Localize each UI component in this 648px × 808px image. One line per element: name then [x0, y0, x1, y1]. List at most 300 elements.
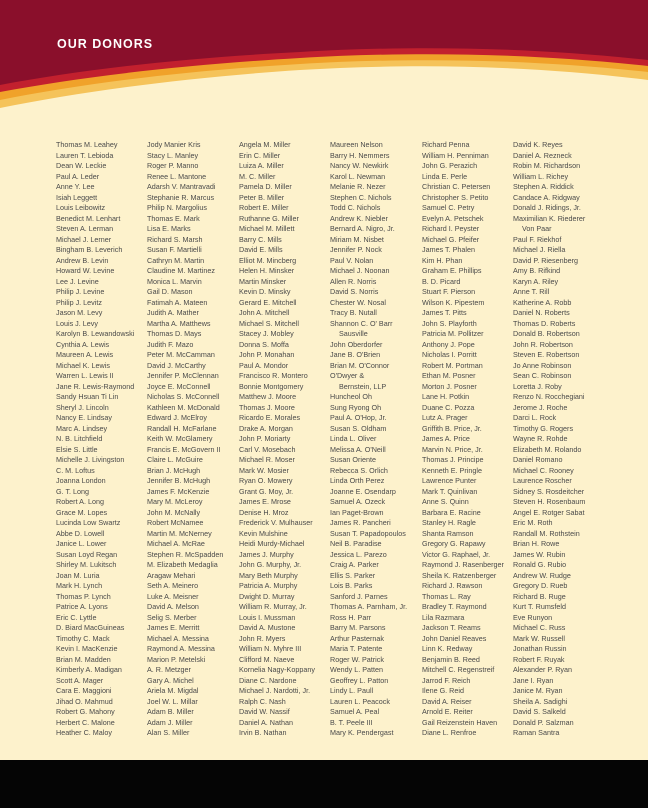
donor-name-continuation: Von Paar: [522, 224, 552, 233]
donor-name: Ryan O. Mowery: [239, 476, 293, 485]
donor-name: Renee L. Mantone: [147, 171, 207, 181]
donor-name: Jane I. Ryan: [513, 675, 554, 685]
donor-name: John R. Robertson: [513, 339, 573, 349]
donor-name: David K. Reyes: [513, 140, 563, 149]
donor-name: Renzo N. Rocchegiani: [513, 392, 585, 401]
donor-name: G. T. Long: [56, 486, 90, 496]
donor-name: Wilson K. Pipestem: [422, 297, 485, 307]
donor-name: Jonathan Russin: [513, 644, 567, 653]
donor-name: Adarsh V. Mantravadi: [147, 182, 216, 191]
donor-name: Randall H. McFarlane: [147, 423, 217, 433]
donor-name: Adam J. Miller: [147, 717, 193, 727]
donor-name: Susan T. Papadopoulos: [330, 528, 406, 538]
donor-name: Benedict M. Lenhart: [56, 213, 121, 223]
donor-name: Jennifer P. McClennan: [147, 371, 219, 380]
donor-name: Marvin N. Price, Jr.: [422, 444, 483, 454]
donor-name: Bernard A. Nigro, Jr.: [330, 224, 395, 233]
donor-name: Lane H. Potkin: [422, 392, 470, 401]
donor-name: Ricardo E. Morales: [239, 413, 301, 422]
donor-name: Luiza A. Miller: [239, 161, 284, 170]
donor-name: Philip J. Levitz: [56, 297, 102, 307]
donor-name: Robin M. Richardson: [513, 161, 581, 170]
donor-name: Edward J. McElroy: [147, 413, 207, 422]
donor-name: Robert McNamee: [147, 518, 204, 527]
donor-name: Susan F. Martielli: [147, 245, 202, 254]
donor-name: Kornelia Nagy-Koppany: [239, 665, 315, 674]
donor-name: Lauren L. Peacock: [330, 696, 390, 706]
donor-name: Michael C. Rooney: [513, 465, 574, 475]
donor-name: O'Dwyer &: [330, 371, 365, 380]
donor-name: Steven A. Lerman: [56, 224, 114, 233]
donor-name: Thomas E. Mark: [147, 213, 200, 223]
donor-name: Daniel A. Rezneck: [513, 150, 572, 160]
donor-name: Eve Runyon: [513, 612, 553, 622]
donor-name: Philip N. Margolius: [147, 203, 207, 212]
header-banner: [0, 0, 648, 130]
donor-name: Peter B. Miller: [239, 192, 285, 202]
donor-name: Sheila A. Sadighi: [513, 696, 568, 706]
donor-name: Louis J. Levy: [56, 318, 98, 328]
donor-name: Michael M. Millett: [239, 224, 295, 233]
donor-name: Laurence Roscher: [513, 476, 572, 485]
donor-name: Mark T. Quinlivan: [422, 486, 478, 496]
donor-name: John A. Mitchell: [239, 308, 290, 317]
donor-name: Abbe D. Lowell: [56, 528, 105, 538]
donor-name: William H. Penniman: [422, 150, 489, 160]
donor-name: Andrew W. Rudge: [513, 570, 571, 580]
donor-name: James T. Phalen: [422, 245, 476, 254]
donor-name: Patrice A. Lyons: [56, 602, 108, 611]
donor-name: James F. McKenzie: [147, 486, 210, 496]
donor-name: Stuart F. Pierson: [422, 287, 476, 296]
donor-name: Barry C. Mills: [239, 234, 282, 244]
donor-name: Maureen Nelson: [330, 140, 383, 149]
donor-name: Grant G. Moy, Jr.: [239, 486, 294, 496]
donor-name: Ronald G. Rubio: [513, 560, 567, 569]
donor-name: Michael C. Russ: [513, 623, 566, 632]
donor-name: Allen R. Norris: [330, 276, 377, 286]
donor-name: Cathryn M. Martin: [147, 255, 205, 265]
donor-name: Michael S. Mitchell: [239, 318, 299, 328]
donor-name: Stacey J. Mobley: [239, 329, 294, 338]
donor-name: John M. McNally: [147, 507, 201, 517]
donor-name: Eric M. Roth: [513, 518, 553, 527]
donor-name: Joanna London: [56, 476, 106, 485]
donor-name: Daniel Romano: [513, 455, 563, 464]
donor-name: Rebecca S. Orlich: [330, 465, 388, 475]
donor-name: Helen H. Minsker: [239, 266, 295, 275]
donor-name: Stephen C. Nichols: [330, 192, 392, 202]
donor-name: Louis Leibowitz: [56, 203, 106, 212]
donor-name: Sheila K. Ratzenberger: [422, 570, 497, 580]
donor-name: Lila Razmara: [422, 612, 465, 622]
donor-name: Barbara E. Racine: [422, 507, 481, 517]
donor-name: David A. Melson: [147, 602, 199, 611]
footer-bar: [0, 760, 648, 808]
donor-name: Kimberly A. Madigan: [56, 665, 122, 674]
donor-name: Lauren T. Lebioda: [56, 150, 114, 160]
donor-name: Ian Paget-Brown: [330, 507, 384, 517]
donor-name: James W. Rubin: [513, 549, 566, 559]
donor-name: Shannon C. O' Barr: [330, 318, 393, 328]
donor-name: James J. Murphy: [239, 549, 294, 559]
donor-name: Brian H. Rowe: [513, 539, 560, 548]
donor-name: Kenneth E. Pringle: [422, 465, 482, 475]
donor-name: Geoffrey L. Patton: [330, 675, 389, 685]
donor-name: Anthony J. Pope: [422, 339, 475, 349]
donor-name: Ethan M. Posner: [422, 371, 476, 380]
donor-name: Kevin I. MacKenzie: [56, 644, 118, 653]
donor-name: Bradley T. Raymond: [422, 602, 487, 611]
donor-name: Tracy B. Nutall: [330, 308, 377, 317]
donor-name: John S. Playforth: [422, 318, 477, 328]
donor-name: Maximilian K. Riederer: [513, 213, 586, 223]
donor-name: Dwight D. Murray: [239, 591, 295, 601]
donor-name: John P. Monahan: [239, 350, 295, 359]
donor-name: Samuel A. Peal: [330, 707, 380, 716]
donor-name: Karol L. Newman: [330, 171, 386, 181]
donor-name: Fatimah A. Mateen: [147, 297, 208, 307]
donor-name: John P. Moriarty: [239, 434, 291, 443]
donor-name: Susan S. Oldham: [330, 423, 387, 433]
donor-name: Angel E. Rotger Sabat: [513, 507, 585, 517]
donor-name: Alexander P. Ryan: [513, 665, 573, 674]
donor-name: Thomas M. Leahey: [56, 140, 118, 149]
donor-name: John G. Murphy, Jr.: [239, 560, 302, 569]
donor-name: Martin Minsker: [239, 276, 287, 286]
donor-name: Louis I. Mussman: [239, 612, 296, 622]
donor-name: Jihad O. Mahmud: [56, 696, 113, 706]
donor-name: Kurt T. Rumsfeld: [513, 602, 566, 611]
donor-name: Jarrod F. Reich: [422, 675, 471, 685]
donor-name: Lutz A. Prager: [422, 413, 468, 422]
donor-name: James R. Pancheri: [330, 518, 391, 527]
donor-name: James E. Mrose: [239, 497, 291, 506]
donor-name: Griffith B. Price, Jr.: [422, 423, 482, 433]
donor-name: Thomas A. Parnham, Jr.: [330, 602, 408, 611]
donor-name: Chester W. Nosal: [330, 297, 386, 307]
donor-name: Alan S. Miller: [147, 728, 190, 737]
donor-name: Peter M. McCamman: [147, 350, 215, 359]
donor-name: Mary M. McLeroy: [147, 497, 203, 506]
donor-name: Randall M. Rothstein: [513, 528, 580, 538]
donor-name: Brian M. O'Connor: [330, 360, 390, 370]
donor-name: Shirley M. Lukitsch: [56, 560, 117, 569]
donor-name: Thomas D. Mays: [147, 329, 202, 338]
donor-name: Steven H. Rosenbaum: [513, 497, 586, 506]
donor-name: Judith A. Mather: [147, 308, 199, 317]
donor-name: Martin M. McNerney: [147, 528, 212, 538]
donor-name: Ruthanne G. Miller: [239, 213, 299, 223]
donor-name: Wendy L. Patten: [330, 665, 384, 674]
donor-name: Lee J. Levine: [56, 276, 99, 286]
donor-name: Katherine A. Robb: [513, 297, 572, 307]
donor-name: Stanley H. Ragle: [422, 518, 476, 527]
donor-name: Joanne E. Osendarp: [330, 486, 396, 496]
donor-name: Thomas J. Principe: [422, 455, 484, 464]
donor-name: Raman Santra: [513, 728, 560, 737]
donor-name: Miriam M. Nisbet: [330, 234, 384, 244]
donor-name: Gregory G. Rapawy: [422, 539, 486, 548]
donor-name: Scott A. Mager: [56, 675, 104, 685]
donor-name: Paul A. Mondor: [239, 360, 289, 370]
donor-column-4: [330, 140, 422, 739]
donor-name: Heather C. Maloy: [56, 728, 112, 737]
donor-name: Jo Anne Robinson: [513, 360, 572, 370]
donor-name: Jason M. Levy: [56, 308, 103, 317]
donor-name: Shanta Ramson: [422, 528, 474, 538]
donor-name: Duane C. Pozza: [422, 402, 475, 412]
donor-name: Sidney S. Rosdeitcher: [513, 486, 585, 496]
donor-name: Jerome J. Roche: [513, 402, 568, 412]
donor-name: Kathleen M. McDonald: [147, 402, 220, 412]
donor-name: Samuel A. Ozeck: [330, 497, 386, 506]
donor-name: William R. Murray, Jr.: [239, 602, 307, 611]
donor-name: Donna S. Moffa: [239, 339, 289, 349]
donor-name: Francisco R. Montero: [239, 371, 308, 380]
donor-name: Maureen A. Lewis: [56, 350, 114, 359]
donor-name: Richard Penna: [422, 140, 470, 149]
donor-name: Cara E. Maggioni: [56, 686, 112, 695]
donor-name: Ralph C. Nash: [239, 696, 286, 706]
donor-name: Nicholas I. Porritt: [422, 350, 477, 359]
donor-name: Lucinda Low Swartz: [56, 518, 121, 527]
donor-name: Roger W. Patrick: [330, 654, 384, 664]
donor-name: Craig A. Parker: [330, 560, 379, 569]
donor-name: Todd C. Nichols: [330, 203, 381, 212]
donor-name: Robert E. Miller: [239, 203, 289, 212]
donor-name: Angela M. Miller: [239, 140, 291, 149]
donor-column-2: [147, 140, 239, 739]
donor-name: Aragaw Mehari: [147, 570, 196, 580]
donor-name: Sandy Hsuan Ti Lin: [56, 392, 119, 401]
donor-name: Anne S. Quinn: [422, 497, 469, 506]
donor-name: Andrew K. Niebler: [330, 213, 388, 223]
donor-name: Robert A. Long: [56, 497, 104, 506]
donor-name: D. Biard MacGuineas: [56, 623, 125, 632]
donor-name: Thomas J. Moore: [239, 402, 295, 412]
donor-name: Michael G. Pfeifer: [422, 234, 480, 244]
donor-name: Linda L. Oliver: [330, 434, 377, 443]
donor-name: Susan Oriente: [330, 455, 376, 464]
donor-name: James T. Pitts: [422, 308, 467, 317]
donor-name: Huncheol Oh: [330, 392, 372, 401]
donor-column-1: [56, 140, 148, 739]
donor-name: James A. Price: [422, 434, 470, 443]
donor-name: Amy B. Rifkind: [513, 266, 561, 275]
donor-name: Robert G. Mahony: [56, 707, 115, 716]
donor-name: Karyn A. Riley: [513, 276, 559, 286]
donor-name: Diane C. Nardone: [239, 675, 297, 685]
donor-name: Robert F. Ruyak: [513, 654, 565, 664]
donor-name: Melissa A. O'Neill: [330, 444, 386, 454]
donor-name: Michelle J. Livingston: [56, 455, 125, 464]
donor-name: Sheryl J. Lincoln: [56, 402, 109, 412]
donor-name: David P. Riesenberg: [513, 255, 578, 265]
donor-name-continuation: Bernstein, LLP: [339, 381, 387, 391]
donor-name: Francis E. McGovern II: [147, 444, 221, 454]
donor-name: Steven E. Robertson: [513, 350, 580, 359]
donor-name: Seth A. Meinero: [147, 581, 199, 590]
donor-name: Keith W. McGlamery: [147, 434, 213, 443]
donor-name: Daniel N. Roberts: [513, 308, 570, 317]
donor-name: Judith F. Mazo: [147, 339, 194, 349]
donor-name: Thomas P. Lynch: [56, 591, 111, 601]
donor-name: Benjamin B. Reed: [422, 654, 480, 664]
donor-name: Christopher S. Petito: [422, 192, 489, 202]
donor-name: John G. Perazich: [422, 161, 478, 170]
donor-name: Anne T. Rill: [513, 287, 550, 296]
donor-column-5: [422, 140, 514, 739]
donor-name: John Daniel Reaves: [422, 633, 487, 643]
donor-name: Mary K. Pendergast: [330, 728, 394, 737]
donor-name: Frederick V. Mulhauser: [239, 518, 313, 527]
donor-name: Linda Orth Perez: [330, 476, 385, 485]
donor-name: David S. Salkeld: [513, 707, 566, 716]
donor-name: Pamela D. Miller: [239, 182, 292, 191]
donor-name: Timothy C. Mack: [56, 633, 110, 643]
donor-name: Timothy G. Rogers: [513, 423, 574, 433]
donor-name: Joel W. L. Millar: [147, 696, 198, 706]
donor-name: Mary Beth Murphy: [239, 570, 298, 580]
donor-name: Evelyn A. Petschek: [422, 213, 484, 223]
donor-name: Christian C. Petersen: [422, 182, 491, 191]
donor-name: Paul A. Leder: [56, 171, 100, 181]
donor-name: Sean C. Robinson: [513, 371, 572, 380]
donor-name: Patricia A. Murphy: [239, 581, 298, 590]
donor-name: Roger P. Manno: [147, 161, 199, 170]
donor-name: Irvin B. Nathan: [239, 728, 287, 737]
donor-name: Mark W. Russell: [513, 633, 565, 643]
donor-name: Lisa E. Marks: [147, 224, 191, 233]
donor-name: Denise H. Mroz: [239, 507, 289, 517]
donor-name: John R. Myers: [239, 633, 286, 643]
donor-name: Jennifer P. Nock: [330, 245, 382, 254]
donor-name: N. B. Litchfield: [56, 434, 103, 443]
donor-name: James E. Merritt: [147, 623, 200, 632]
donor-name: Michael A. Messina: [147, 633, 209, 643]
donor-name: Elliot M. Mincberg: [239, 255, 297, 265]
donor-name: Richard J. Rawson: [422, 581, 483, 590]
donor-name: Kevin Mulshine: [239, 528, 288, 538]
donor-name: Jessica L. Parezo: [330, 549, 387, 559]
donor-name: William L. Richey: [513, 171, 569, 181]
donor-name: Jackson T. Reams: [422, 623, 481, 632]
donor-name: Donald B. Robertson: [513, 329, 580, 338]
donor-name: M. Elizabeth Medaglia: [147, 560, 218, 569]
donor-name: Philip J. Levine: [56, 287, 105, 296]
donor-name: Stacy L. Manley: [147, 150, 199, 160]
donor-name: Gerard E. Mitchell: [239, 297, 297, 307]
donor-name: David S. Norris: [330, 287, 379, 296]
donor-name: Nicholas S. McConnell: [147, 392, 220, 401]
donor-name: Cynthia A. Lewis: [56, 339, 110, 349]
donor-name: Mitchell C. Regenstreif: [422, 665, 495, 674]
donor-name: Paul V. Nolan: [330, 255, 374, 265]
donor-name: Sanford J. Parnes: [330, 591, 388, 601]
donor-name: John Oberdorfer: [330, 339, 383, 349]
donor-name: Darci L. Rock: [513, 413, 557, 422]
donor-column-3: [239, 140, 331, 739]
donor-name: Barry M. Parsons: [330, 623, 386, 632]
donor-name: Michael A. McRae: [147, 539, 205, 548]
donor-name: Elizabeth M. Rolando: [513, 444, 582, 454]
donor-name: Marc A. Lindsey: [56, 423, 108, 433]
donor-name: Warren L. Lewis II: [56, 371, 114, 380]
donor-name: Jody Manier Kris: [147, 140, 201, 149]
donor-name: Wayne R. Rohde: [513, 434, 568, 443]
donor-name: Drake A. Morgan: [239, 423, 293, 433]
donor-name: Dean W. Leckie: [56, 161, 107, 170]
donor-name: Stephen R. McSpadden: [147, 549, 224, 559]
donor-name: David E. Mills: [239, 245, 283, 254]
donor-name: Ross H. Parr: [330, 612, 372, 622]
donor-name: Paul F. Riekhof: [513, 234, 562, 244]
donor-name: Lindy L. Paull: [330, 686, 374, 695]
donor-name: Lois B. Parks: [330, 581, 373, 590]
donor-name: Samuel C. Petry: [422, 203, 475, 212]
donor-name-continuation: Sausville: [339, 329, 368, 338]
donor-name: Janice L. Lower: [56, 539, 107, 548]
donor-name: Michael J. Lerner: [56, 234, 112, 244]
donor-name: Susan Loyd Regan: [56, 549, 118, 559]
donor-name: Melanie R. Nezer: [330, 182, 386, 191]
donor-name: Eric C. Lyttle: [56, 612, 97, 622]
donor-name: Graham E. Phillips: [422, 266, 482, 275]
donor-name: Neil B. Paradise: [330, 539, 382, 548]
donor-name: B. D. Picard: [422, 276, 461, 286]
donor-name: Donald J. Ridings, Jr.: [513, 203, 581, 212]
donor-name: Patricia M. Pollitzer: [422, 329, 484, 338]
donor-name: Jennifer B. McHugh: [147, 476, 211, 485]
donor-name: Thomas L. Ray: [422, 591, 471, 601]
donor-name: Michael J. Nardotti, Jr.: [239, 686, 311, 695]
donor-name: Isiah Leggett: [56, 192, 98, 202]
donor-name: Mark W. Mosier: [239, 465, 289, 475]
donor-name: Morton J. Posner: [422, 381, 477, 391]
donor-name: Michael R. Moser: [239, 455, 295, 464]
donor-name: Grace M. Lopes: [56, 507, 108, 517]
donor-name: Richard S. Marsh: [147, 234, 203, 244]
donor-name: Linn K. Redway: [422, 644, 473, 653]
donor-name: Heidi Murdy-Michael: [239, 539, 305, 548]
donor-name: Raymond A. Messina: [147, 644, 215, 653]
donor-name: Bonnie Montgomery: [239, 381, 304, 391]
donor-name: Daniel A. Nathan: [239, 717, 293, 727]
donor-name: Janice M. Ryan: [513, 686, 563, 695]
donor-name: Stephen A. Riddick: [513, 182, 574, 191]
donor-name: Michael J. Riella: [513, 245, 566, 254]
donor-name: Nancy W. Newkirk: [330, 161, 389, 170]
donor-name: Matthew J. Moore: [239, 392, 297, 401]
donor-name: M. C. Miller: [239, 171, 276, 181]
donor-name: Kim H. Phan: [422, 255, 463, 265]
donor-name: Brian J. McHugh: [147, 465, 201, 475]
donor-name: Victor G. Raphael, Jr.: [422, 549, 491, 559]
donor-name: Jane R. Lewis-Raymond: [56, 381, 135, 391]
donor-name: Mark H. Lynch: [56, 581, 103, 590]
donor-name: Brian M. Madden: [56, 654, 111, 664]
donor-columns: [56, 140, 596, 737]
donor-name: Raymond J. Rasenberger: [422, 560, 504, 569]
donor-name: Donald P. Salzman: [513, 717, 574, 727]
donor-name: Elsie S. Little: [56, 444, 98, 454]
donor-column-6: [513, 140, 605, 739]
donor-name: B. T. Peele III: [330, 717, 373, 727]
donor-name: Ellis S. Parker: [330, 570, 376, 580]
donor-name: Richard I. Peyster: [422, 224, 480, 233]
donor-name: Karolyn B. Lewandowski: [56, 329, 135, 338]
